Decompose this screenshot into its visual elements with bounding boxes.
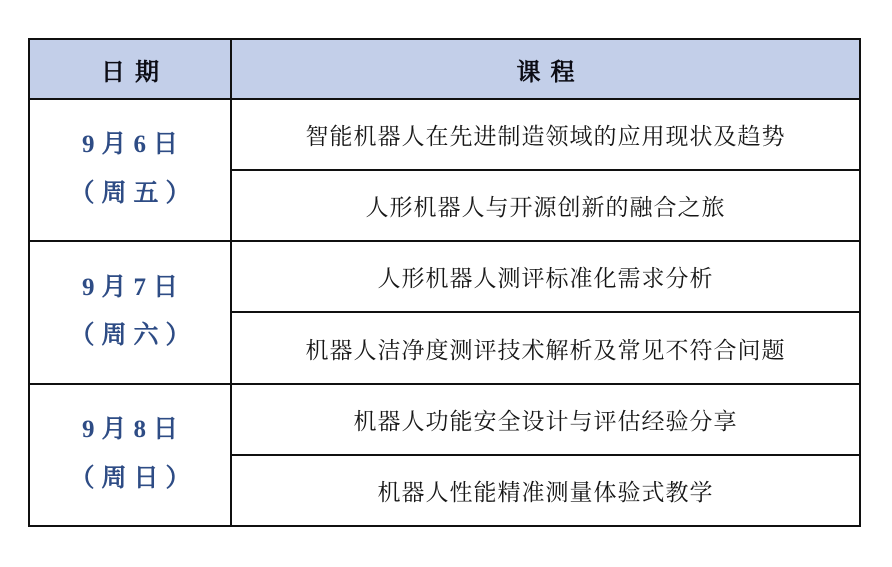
date-cell-sep8 bbox=[29, 384, 231, 526]
course-schedule bbox=[28, 38, 861, 527]
weekday-text: （周日） bbox=[69, 464, 198, 492]
schedule-table bbox=[28, 38, 861, 527]
schedule-table-header bbox=[29, 39, 860, 99]
date-text: 9月6日 bbox=[81, 131, 185, 159]
table-row bbox=[29, 99, 860, 170]
schedule-table-body bbox=[29, 99, 860, 526]
weekday-text: （周五） bbox=[69, 180, 198, 208]
course-cell: 人形机器人与开源创新的融合之旅 bbox=[231, 170, 860, 241]
date-cell-sep6 bbox=[29, 99, 231, 241]
course-cell: 人形机器人测评标准化需求分析 bbox=[231, 241, 860, 312]
weekday-text: （周六） bbox=[69, 322, 198, 350]
column-header-date: 日期 bbox=[29, 39, 231, 99]
date-text: 9月7日 bbox=[81, 273, 185, 301]
course-cell: 机器人洁净度测评技术解析及常见不符合问题 bbox=[231, 312, 860, 383]
course-cell: 机器人功能安全设计与评估经验分享 bbox=[231, 384, 860, 455]
date-cell-sep7 bbox=[29, 241, 231, 383]
course-cell: 智能机器人在先进制造领域的应用现状及趋势 bbox=[231, 99, 860, 170]
table-row bbox=[29, 241, 860, 312]
table-row bbox=[29, 384, 860, 455]
column-header-course: 课程 bbox=[231, 39, 860, 99]
header-row bbox=[29, 39, 860, 99]
date-text: 9月8日 bbox=[81, 416, 185, 444]
course-cell: 机器人性能精准测量体验式教学 bbox=[231, 455, 860, 526]
